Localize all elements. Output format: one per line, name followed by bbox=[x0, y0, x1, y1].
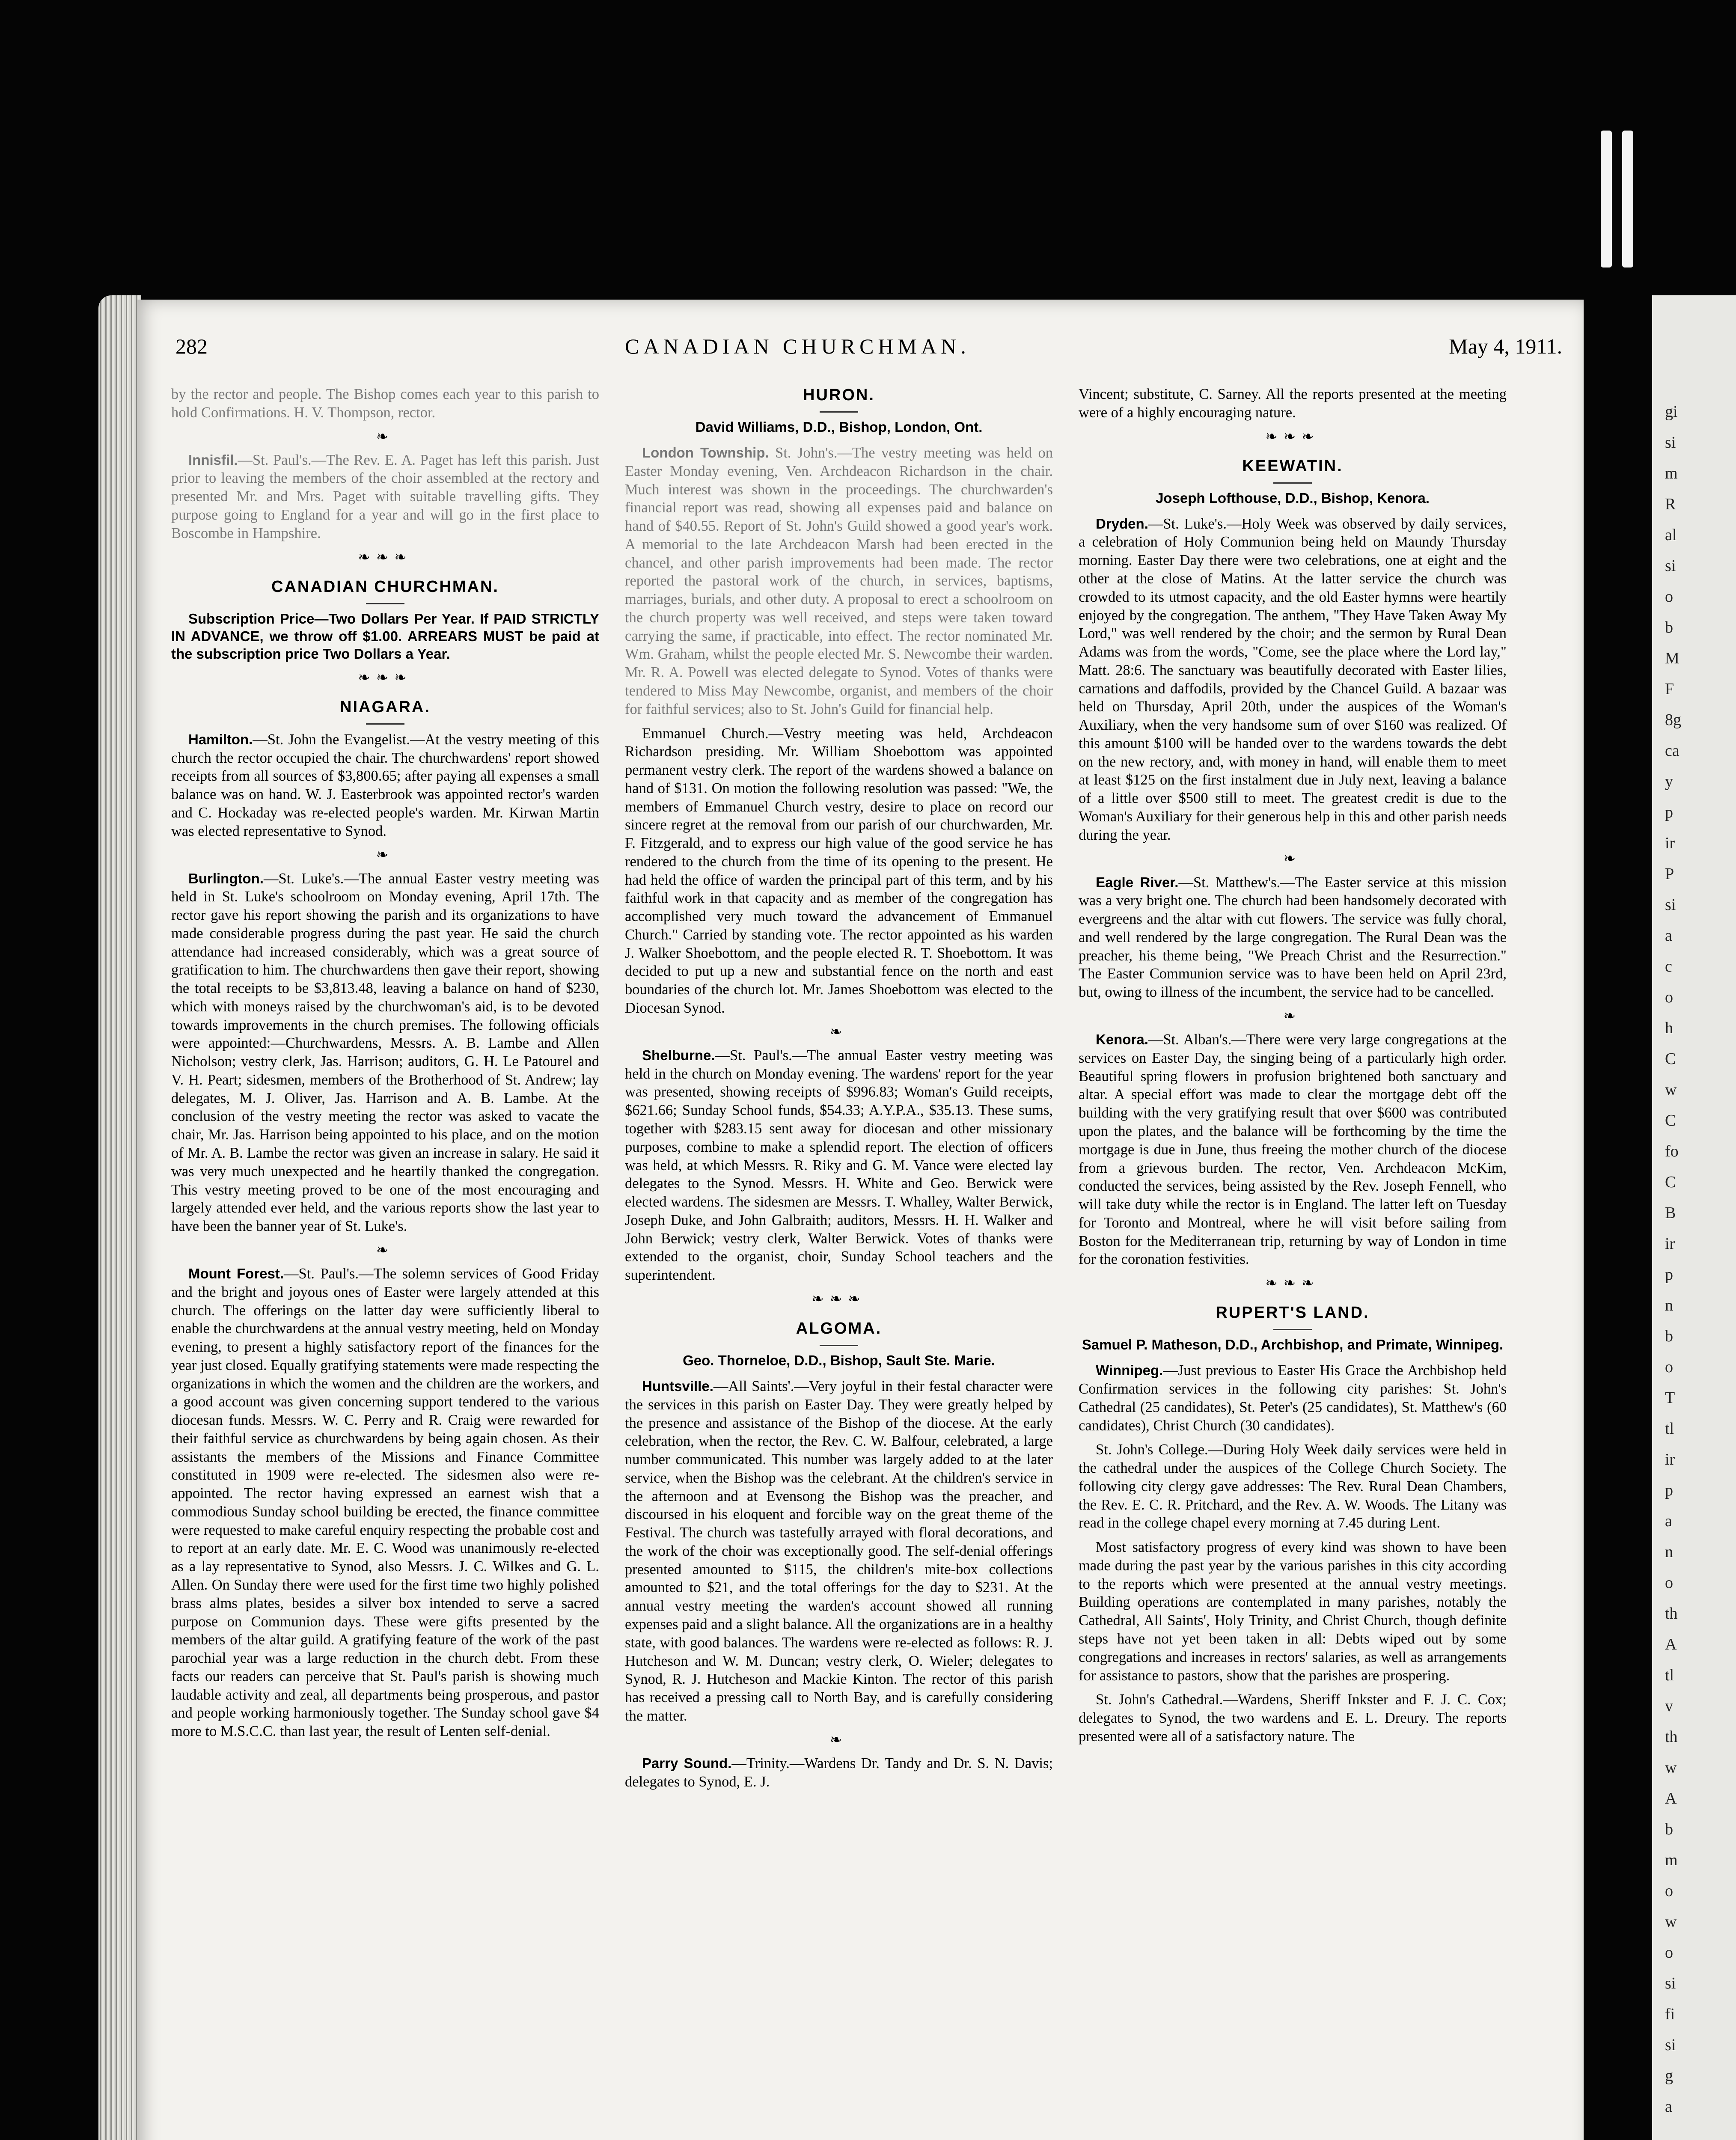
next-page-fragment: g bbox=[1665, 2067, 1673, 2085]
place-name: Innisfil. bbox=[188, 452, 238, 468]
heading-rule bbox=[820, 411, 858, 413]
film-sprocket bbox=[1601, 131, 1612, 268]
next-page-fragment: F bbox=[1665, 680, 1674, 698]
next-page-fragment: al bbox=[1665, 526, 1677, 544]
next-page-fragment: fi bbox=[1665, 2005, 1675, 2023]
next-page-fragment: R bbox=[1665, 495, 1676, 513]
next-page-fragment: th bbox=[1665, 1605, 1678, 1623]
heading-rule bbox=[820, 1345, 858, 1346]
bishop-line: Geo. Thorneloe, D.D., Bishop, Sault Ste. Marie. bbox=[683, 1352, 995, 1369]
place-name: Dryden. bbox=[1096, 515, 1148, 532]
paragraph: Emmanuel Church.—Vestry meeting was held, Archdeacon Richardson presiding. Mr. William Shoebottom was appointed permanent vestry clerk. The report of the wardens showed a balance on hand of $131. On motion the following resolution was passed: "We, the members of Emmanuel Church vestry, desire to place on record our sincere regret at the removal from our parish of our churchwarden, Mr. F. Fitzgerald, and to express our high value of the good service he has rendered to the church from the time of its opening to the present. He had held the office of warden the principal part of this term, and by his faithful work in that capacity and as member of the congregation has accomplished very much toward the advancement of Emmanuel Church." Carried by standing vote. The rector appointed as his warden J. Walker Shoebottom, and the people elected R. T. Shoebottom. It was decided to put up a new and substantial fence on the north and east boundaries of the church lot. Mr. James Shoebottom was elected to the Diocesan Synod. bbox=[625, 725, 1053, 1016]
section-heading: HURON. bbox=[803, 386, 875, 404]
ornament-divider: ❧ bbox=[1283, 851, 1302, 867]
paragraph: Eagle River.—St. Matthew's.—The Easter service at this mission was a very bright one. The church had been handsomely decorated with evergreens and the altar with cut flowers. The service was fully choral, and well rendered by the large congregation. The Rural Dean was the preacher, his theme being, "We Preach Christ and the Resurrection." The Easter Communion service was to have been held on April 23rd, but, owing to illness of the incumbent, the service had to be cancelled. bbox=[1079, 874, 1507, 1001]
next-page-fragment: ir bbox=[1665, 1235, 1675, 1253]
paragraph: Winnipeg.—Just previous to Easter His Grace the Archbishop held Confirmation services in the following city parishes: St. John's Cathedral (25 candidates), St. Peter's (25 candidates), St. Matthew's (60 candidates), Christ Church (30 candidates). bbox=[1079, 1362, 1507, 1434]
next-page-fragment: C bbox=[1665, 1050, 1676, 1068]
next-page-fragment: w bbox=[1665, 1081, 1677, 1099]
next-page-fragment: o bbox=[1665, 988, 1673, 1006]
place-name: Parry Sound. bbox=[642, 1755, 732, 1771]
next-page-edge bbox=[1652, 295, 1736, 2140]
next-page-fragment: p bbox=[1665, 803, 1673, 821]
paragraph: Kenora.—St. Alban's.—There were very large congregations at the services on Easter Day, the singing being of a particularly high order. Beautiful spring flowers in profusion brightened both sanctuary and altar. A special effort was made to clear the mortgage debt off the building with the very gratifying result that over $600 was contributed upon the plates, and the balance will be forthcoming by the time the mortgage is due in June, thus freeing the mother church of the diocese from a grievous burden. The rector, Ven. Archdeacon McKim, conducted the services, being assisted by the Rev. Joseph Fennell, who will take duty while the rector is in England. The latter left on Tuesday for Toronto and Montreal, where he will visit before sailing from Boston for the Mediterranean trip, returning by way of London in time for the coronation festivities. bbox=[1079, 1031, 1507, 1268]
book-page-edges bbox=[98, 295, 141, 2140]
place-name: London Township. bbox=[642, 445, 769, 461]
column-2 bbox=[625, 385, 1053, 1797]
next-page-fragment: n bbox=[1665, 1543, 1673, 1561]
column-3 bbox=[1079, 385, 1507, 1752]
next-page-fragment: b bbox=[1665, 1327, 1673, 1345]
paragraph: Dryden.—St. Luke's.—Holy Week was observed by daily services, a celebration of Holy Communion being held on Maundy Thursday morning. Easter Day there were two celebrations, one at eight and the other at the close of Matins. At the latter service the church was crowded to its utmost capacity, and the old Easter hymns were heartily enjoyed by the congregation. The anthem, "They Have Taken Away My Lord," was well rendered by the choir; and the sermon by Rural Dean Adams was from the words, "Come, see the place where the Lord lay," Matt. 28:6. The sanctuary was beautifully decorated with Easter lilies, carnations and daffodils, provided by the Chancel Guild. A bazaar was held on Thursday, April 20th, under the auspices of the Woman's Auxiliary, when the very handsome sum of over $160 was realized. Of this amount $100 will be handed over to the wardens towards the debt on the new rectory, and, with money in hand, will enable them to meet at least $125 on the first instalment due in July next, leaving a balance of a little over $500 still to meet. The greatest credit is due to the Woman's Auxiliary for their generous help in this and other parish needs during the year. bbox=[1079, 515, 1507, 843]
masthead-title: CANADIAN CHURCHMAN. bbox=[625, 334, 970, 358]
ornament-divider: ❧ bbox=[829, 1024, 848, 1040]
next-page-fragment: tl bbox=[1665, 1666, 1674, 1684]
next-page-fragment: fo bbox=[1665, 1142, 1679, 1160]
place-name: Burlington. bbox=[188, 870, 264, 886]
ornament-divider: ❧❧❧ bbox=[812, 1291, 866, 1307]
place-name: Mount Forest. bbox=[188, 1265, 284, 1281]
ornament-divider: ❧❧❧ bbox=[358, 549, 413, 565]
next-page-fragment: th bbox=[1665, 1728, 1678, 1746]
next-page-fragment: ir bbox=[1665, 1450, 1675, 1468]
heading-rule bbox=[366, 603, 404, 604]
next-page-fragment: 8g bbox=[1665, 711, 1681, 729]
ornament-divider: ❧ bbox=[829, 1732, 848, 1748]
paragraph: by the rector and people. The Bishop comes each year to this parish to hold Confirmations. H. V. Thompson, rector. bbox=[171, 386, 599, 421]
paragraph: Most satisfactory progress of every kind was shown to have been made during the past year by the various parishes in this city according to the reports which were presented at the annual vestry meetings. Building operations are contemplated in many parishes, notably the Cathedral, All Saints', Holy Trinity, and Christ Church, though definite steps have not yet been taken in all: Debts wiped out by some congregations and increases in rectors' salaries, as well as arrangements for assistance to pastors, show that the parishes are prospering. bbox=[1079, 1539, 1507, 1684]
next-page-fragment: h bbox=[1665, 1019, 1673, 1037]
film-sprocket bbox=[1622, 131, 1633, 268]
next-page-fragment: m bbox=[1665, 464, 1678, 482]
place-name: Huntsville. bbox=[642, 1378, 713, 1394]
next-page-fragment: y bbox=[1665, 773, 1673, 791]
ornament-divider: ❧❧❧ bbox=[358, 669, 413, 686]
next-page-fragment: o bbox=[1665, 588, 1673, 606]
subscription-notice: Subscription Price—Two Dollars Per Year. If PAID STRICTLY IN ADVANCE, we throw off $1.00. ARREARS MUST be paid at the subscription price Two Dollars a Year. bbox=[171, 610, 599, 662]
section-heading: CANADIAN CHURCHMAN. bbox=[271, 577, 499, 596]
paragraph: Burlington.—St. Luke's.—The annual Easter vestry meeting was held in St. Luke's schoolroom on Monday evening, April 17th. The rector gave his report showing the parish and its organizations to have made considerable progress during the past year. He said the church attendance had increased considerably, which was a great source of gratification to him. The churchwardens then gave their report, showing the total receipts to be $3,813.48, leaving a balance on hand of $230, which with moneys raised by the churchwoman's aid, is to be devoted towards improvements in the church premises. The following officials were appointed:—Churchwardens, Messrs. A. B. Lambe and Allen Nicholson; vestry clerk, Jas. Harrison; auditors, G. H. Le Patourel and V. H. Peart; sidesmen, members of the Brotherhood of St. Andrew; lay delegates, M. J. Oliver, Jas. Harrison and A. B. Lambe. At the conclusion of the vestry meeting the rector was asked to vacate the chair, Mr. Jas. Harrison being appointed to his place, and on the motion of Mr. A. B. Lambe the rector was given an increase in salary. He said it was very much unexpected and he heartily thanked the congregation. This vestry meeting proved to be one of the most encouraging and largely attended ever held, and the various reports show the last year to have been the banner year of St. Luke's. bbox=[171, 870, 599, 1235]
bishop-line: Joseph Lofthouse, D.D., Bishop, Kenora. bbox=[1156, 490, 1430, 506]
section-heading: RUPERT'S LAND. bbox=[1216, 1304, 1370, 1322]
section-heading: NIAGARA. bbox=[340, 698, 431, 716]
column-1 bbox=[171, 385, 599, 1747]
next-page-fragment: w bbox=[1665, 1913, 1677, 1931]
paragraph: Innisfil.—St. Paul's.—The Rev. E. A. Paget has left this parish. Just prior to leaving the members of the choir assembled at the rectory and presented Mr. and Mrs. Paget with suitable travelling gifts. They purpose going to England for a year and will go in the first place to Boscombe in Hampshire. bbox=[171, 452, 599, 541]
ornament-divider: ❧ bbox=[376, 428, 395, 445]
next-page-fragment: si bbox=[1665, 434, 1676, 452]
next-page-fragment: a bbox=[1665, 2098, 1672, 2116]
next-page-fragment: b bbox=[1665, 1820, 1673, 1838]
next-page-fragment: si bbox=[1665, 896, 1676, 914]
next-page-fragment: C bbox=[1665, 1173, 1676, 1191]
next-page-fragment: A bbox=[1665, 1635, 1677, 1653]
next-page-fragment: v bbox=[1665, 1697, 1673, 1715]
next-page-fragment: a bbox=[1665, 927, 1672, 945]
paragraph: Huntsville.—All Saints'.—Very joyful in their festal character were the services in this parish on Easter Day. They were greatly helped by the presence and assistance of the Bishop of the diocese. At the early celebration, when the rector, the Rev. C. W. Balfour, celebrated, a large number communicated. This number was largely added to at the later service, when the Bishop was the celebrant. At the children's service in the afternoon and at Evensong the Bishop was the preacher, and discoursed in his eloquent and forcible way on the great theme of the Festival. The church was tastefully arrayed with floral decorations, and the work of the choir was exceptionally good. The self-denial offerings presented amounted to $115, the children's mite-box collections amounted to $21, and the total offerings for the day to $231. At the annual vestry meeting the warden's account showed all running expenses paid and a slight balance. All the organizations are in a healthy state, with good balances. The wardens were re-elected as follows: R. J. Hutcheson and W. M. Duncan; vestry clerk, O. Wieler; delegates to Synod, R. J. Hutcheson and Mackie Kinton. The rector of this parish has received a pressing call to North Bay, and is carefully considering the matter. bbox=[625, 1378, 1053, 1724]
next-page-fragment: tl bbox=[1665, 1420, 1674, 1438]
ornament-divider: ❧ bbox=[1283, 1008, 1302, 1024]
next-page-fragment: B bbox=[1665, 1204, 1676, 1222]
section-heading: ALGOMA. bbox=[796, 1320, 882, 1338]
paragraph: St. John's Cathedral.—Wardens, Sheriff Inkster and F. J. C. Cox; delegates to Synod, the two wardens and E. L. Dreury. The reports presented were all of a satisfactory nature. The bbox=[1079, 1691, 1507, 1745]
place-name: Eagle River. bbox=[1096, 874, 1179, 890]
page-number: 282 bbox=[175, 334, 208, 358]
next-page-fragment: a bbox=[1665, 1512, 1672, 1530]
next-page-fragment: gi bbox=[1665, 403, 1678, 421]
next-page-fragment: w bbox=[1665, 1759, 1677, 1777]
next-page-fragment: P bbox=[1665, 865, 1674, 883]
next-page-fragment: T bbox=[1665, 1389, 1675, 1407]
next-page-fragment: M bbox=[1665, 649, 1680, 667]
place-name: Winnipeg. bbox=[1096, 1362, 1163, 1379]
ornament-divider: ❧ bbox=[376, 1242, 395, 1258]
paragraph: Parry Sound.—Trinity.—Wardens Dr. Tandy and Dr. S. N. Davis; delegates to Synod, E. J. bbox=[625, 1755, 1053, 1790]
next-page-fragment: o bbox=[1665, 1944, 1673, 1962]
next-page-fragment: ca bbox=[1665, 742, 1680, 760]
next-page-fragment: o bbox=[1665, 1574, 1673, 1592]
next-page-fragment: ir bbox=[1665, 834, 1675, 852]
section-heading: KEEWATIN. bbox=[1242, 457, 1343, 475]
heading-rule bbox=[1273, 482, 1312, 484]
next-page-fragment: b bbox=[1665, 618, 1673, 636]
bishop-line: Samuel P. Matheson, D.D., Archbishop, and Primate, Winnipeg. bbox=[1082, 1337, 1504, 1353]
next-page-fragment: p bbox=[1665, 1266, 1673, 1284]
bishop-line: David Williams, D.D., Bishop, London, Ont. bbox=[695, 419, 983, 435]
paragraph: St. John's College.—During Holy Week daily services were held in the cathedral under the auspices of the College Church Society. The following city clergy gave addresses: The Rev. Rural Dean Chambers, the Rev. E. C. R. Pritchard, and the Rev. A. W. Woods. The Litany was read in the college chapel every morning at 7.45 during Lent. bbox=[1079, 1442, 1507, 1531]
next-page-fragment: o bbox=[1665, 1882, 1673, 1900]
next-page-fragment: A bbox=[1665, 1789, 1677, 1807]
next-page-fragment: o bbox=[1665, 1358, 1673, 1376]
paragraph: Mount Forest.—St. Paul's.—The solemn services of Good Friday and the bright and joyous ones of Easter were largely attended at this church. The offerings on the latter day were sufficiently liberal to enable the churchwardens at the annual vestry meeting, held on Monday evening, to present a highly satisfactory report of the finances for the year just closed. Equally gratifying statements were made respecting the organizations in which the women and the children are the workers, and a good account was given concerning support tendered to the various diocesan funds. Messrs. W. C. Perry and R. Craig were rewarded for their faithful service as churchwardens by being again chosen. As their assistants the members of the Missions and Finance Committee constituted in 1909 were re-elected. The sidesmen also were re-appointed. The rector having expressed an earnest wish that a commodious Sunday school building be erected, the finance committee were requested to make careful enquiry respecting the probable cost and to report at an early date. Mr. E. C. Wood was unanimously re-elected as a lay representative to Synod, also Messrs. J. C. Wilkes and G. L. Allen. On Sunday there were used for the first time two highly polished brass alms plates, besides a silver box intended to serve a sacred purpose on Communion days. These were gifts presented by the members of the altar guild. A gratifying feature of the work of the past parochial year was a large reduction in the church debt. From these facts our readers can perceive that St. Paul's parish is showing much laudable activity and zeal, all departments being prosperous, and pastor and people working harmoniously together. The Sunday school gave $4 more to M.S.C.C. than last year, the result of Lenten self-denial. bbox=[171, 1265, 599, 1740]
ornament-divider: ❧❧❧ bbox=[1265, 428, 1320, 445]
next-page-fragment: m bbox=[1665, 1851, 1678, 1869]
next-page-fragment: p bbox=[1665, 1481, 1673, 1499]
heading-rule bbox=[1273, 1329, 1312, 1330]
place-name: Hamilton. bbox=[188, 731, 253, 747]
next-page-fragment: si bbox=[1665, 557, 1676, 575]
paragraph: Vincent; substitute, C. Sarney. All the reports presented at the meeting were of a highly encouraging nature. bbox=[1079, 386, 1507, 421]
ornament-divider: ❧ bbox=[376, 847, 395, 863]
issue-date: May 4, 1911. bbox=[1449, 334, 1562, 358]
paragraph: Shelburne.—St. Paul's.—The annual Easter vestry meeting was held in the church on Monday evening. The wardens' report for the year was presented, showing receipts of $996.83; Woman's Guild receipts, $621.66; Sunday School funds, $54.33; A.Y.P.A., $35.13. These sums, together with $283.15 sent away for diocesan and other missionary purposes, combine to make a splendid report. The election of officers was held, at which Messrs. R. Riky and G. M. Vance were elected lay delegates to the Synod. Messrs. H. White and Geo. Berwick were elected wardens. The sidesmen are Messrs. T. Whalley, Walter Berwick, Joseph Duke, and John Galbraith; auditors, Messrs. H. H. Walker and John Berwick; vestry clerk, Walter Berwick. Votes of thanks were extended to the organist, choir, Sunday School teachers and the superintendent. bbox=[625, 1047, 1053, 1284]
paragraph: Hamilton.—St. John the Evangelist.—At the vestry meeting of this church the rector occupied the chair. The churchwardens' report showed receipts from all sources of $3,800.65; after paying all expenses a small balance was on hand. W. J. Easterbrook was appointed rector's warden and C. Hockaday was re-elected people's warden. Mr. Kirwan Martin was elected representative to Synod. bbox=[171, 731, 599, 839]
next-page-fragment: c bbox=[1665, 957, 1672, 975]
place-name: Kenora. bbox=[1096, 1031, 1148, 1048]
next-page-fragment: C bbox=[1665, 1112, 1676, 1129]
place-name: Shelburne. bbox=[642, 1047, 715, 1063]
next-page-fragment: si bbox=[1665, 2036, 1676, 2054]
page-header bbox=[175, 334, 1562, 364]
paragraph: London Township. St. John's.—The vestry meeting was held on Easter Monday evening, Ven. Archdeacon Richardson in the chair. Much interest was shown in the proceedings. The churchwarden's financial report was read, showing all expenses paid and balance on hand of $40.55. Report of St. John's Guild showed a good year's work. A memorial to the late Archdeacon Marsh had been erected in the chancel, and other parish improvements had been made. The rector reported the pastoral work of the church, in services, baptisms, marriages, burials, and other duty. A proposal to erect a schoolroom on the church property was well received, and steps were taken toward carrying the same, if practicable, into effect. The rector nominated Mr. Wm. Graham, whilst the people elected Mr. S. Newcombe their warden. Mr. R. A. Powell was elected delegate to Synod. Votes of thanks were tendered to Miss May Newcombe, organist, and members of the choir for faithful services; also to St. John's Guild for financial help. bbox=[625, 445, 1053, 717]
next-page-fragment: n bbox=[1665, 1296, 1673, 1314]
heading-rule bbox=[366, 723, 404, 725]
ornament-divider: ❧❧❧ bbox=[1265, 1275, 1320, 1292]
next-page-fragment: si bbox=[1665, 1974, 1676, 1992]
